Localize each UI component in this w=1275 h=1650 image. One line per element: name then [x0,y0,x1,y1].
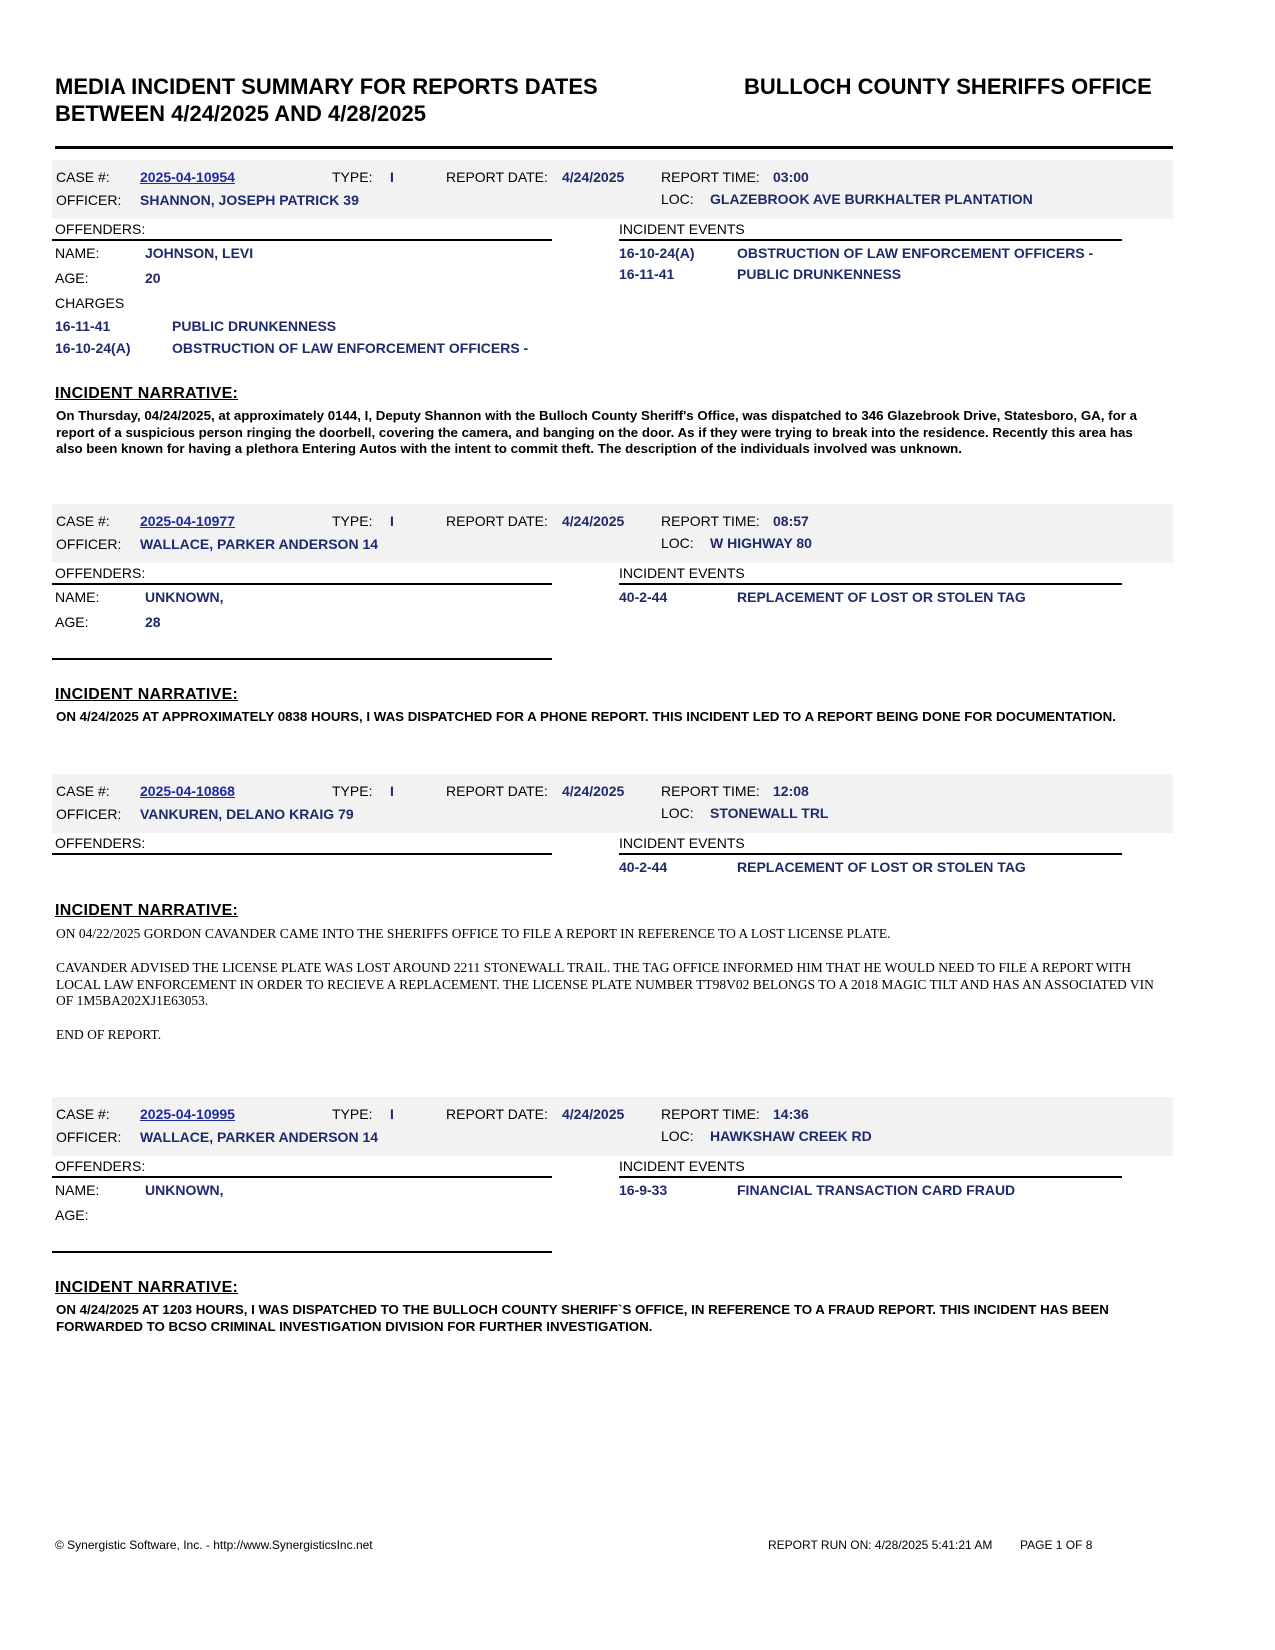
offender-age: 20 [145,270,161,286]
offender-name: UNKNOWN, [145,589,224,605]
report-date-value: 4/24/2025 [562,1106,625,1122]
offenders-end-underline [52,658,552,660]
footer-report-run-on: REPORT RUN ON: 4/28/2025 5:41:21 AM [768,1538,993,1552]
report-time-value: 08:57 [773,513,809,529]
name-label: NAME: [55,1182,100,1198]
report-time-value: 12:08 [773,783,809,799]
age-label: AGE: [55,614,89,630]
report-date-value: 4/24/2025 [562,513,625,529]
report-time-value: 14:36 [773,1106,809,1122]
type-label: TYPE: [332,783,373,799]
report-title-line2: BETWEEN 4/24/2025 AND 4/28/2025 [55,101,426,126]
officer-value: VANKUREN, DELANO KRAIG 79 [140,806,354,822]
report-time-value: 03:00 [773,169,809,185]
narrative-text: On Thursday, 04/24/2025, at approximately 0144, I, Deputy Shannon with the Bulloch County Sheriff's Office, was dispatched to 346 Glazebrook Drive, Statesboro, GA, for a report of a suspicious person ringing the doorbell, covering the camera, and banging on the door. As if they were trying to break into the residence. Recently this area has also been known for having a plethora Entering Autos with the intent to commit theft. The description of the individuals involved was unknown. [56,408,1137,456]
report-date-value: 4/24/2025 [562,169,625,185]
narrative-title: INCIDENT NARRATIVE: [55,686,239,703]
report-time-label: REPORT TIME: [661,1106,760,1122]
offenders-underline [52,583,552,585]
incident-events-underline [619,1176,1122,1178]
report-date-label: REPORT DATE: [446,783,548,799]
report-time-label: REPORT TIME: [661,783,760,799]
narrative-text: ON 4/24/2025 AT 1203 HOURS, I WAS DISPATCHED TO THE BULLOCH COUNTY SHERIFF`S OFFICE, IN REFERENCE TO A FRAUD REPORT. THIS INCIDENT HAS BEEN FORWARDED TO BCSO CRIMINAL INVESTIGATION DIVISION FOR FURTHER INVESTIGATION. [56,1302,1109,1334]
type-value: I [390,783,394,799]
charge-code: 16-10-24(A) [55,340,131,356]
case-number-link[interactable]: 2025-04-10977 [140,513,235,529]
type-label: TYPE: [332,1106,373,1122]
case-label: CASE #: [56,1106,110,1122]
incident-events-label: INCIDENT EVENTS [619,835,745,851]
type-value: I [390,1106,394,1122]
charge-desc: OBSTRUCTION OF LAW ENFORCEMENT OFFICERS - [172,340,529,356]
type-label: TYPE: [332,513,373,529]
name-label: NAME: [55,245,100,261]
event-desc: REPLACEMENT OF LOST OR STOLEN TAG [737,859,1026,875]
type-value: I [390,513,394,529]
case-number-link[interactable]: 2025-04-10995 [140,1106,235,1122]
event-code: 40-2-44 [619,859,668,875]
report-time-label: REPORT TIME: [661,513,760,529]
officer-label: OFFICER: [56,536,122,552]
officer-value: WALLACE, PARKER ANDERSON 14 [140,536,379,552]
report-date-label: REPORT DATE: [446,1106,548,1122]
event-code: 16-11-41 [619,266,675,282]
incident-events-underline [619,583,1122,585]
offenders-underline [52,1176,552,1178]
narrative-paragraph: END OF REPORT. [56,1027,162,1042]
narrative-paragraph: ON 04/22/2025 GORDON CAVANDER CAME INTO THE SHERIFFS OFFICE TO FILE A REPORT IN REFERENCE TO A LOST LICENSE PLATE. [56,926,891,941]
charges-label: CHARGES [55,295,125,311]
event-desc: FINANCIAL TRANSACTION CARD FRAUD [737,1182,1016,1198]
report-date-label: REPORT DATE: [446,513,548,529]
offenders-label: OFFENDERS: [55,565,146,581]
loc-value: HAWKSHAW CREEK RD [710,1128,872,1144]
loc-value: GLAZEBROOK AVE BURKHALTER PLANTATION [710,191,1033,207]
loc-label: LOC: [661,191,694,207]
case-number-link[interactable]: 2025-04-10954 [140,169,235,185]
report-title-line1: MEDIA INCIDENT SUMMARY FOR REPORTS DATES [55,74,598,99]
case-number-link[interactable]: 2025-04-10868 [140,783,235,799]
officer-label: OFFICER: [56,192,122,208]
incident-events-underline [619,239,1122,241]
event-code: 16-10-24(A) [619,245,695,261]
case-label: CASE #: [56,783,110,799]
incident-events-label: INCIDENT EVENTS [619,221,745,237]
report-date-label: REPORT DATE: [446,169,548,185]
type-label: TYPE: [332,169,373,185]
report-time-label: REPORT TIME: [661,169,760,185]
event-code: 16-9-33 [619,1182,668,1198]
event-desc: OBSTRUCTION OF LAW ENFORCEMENT OFFICERS - [737,245,1094,261]
charge-code: 16-11-41 [55,318,111,334]
footer-page-number: PAGE 1 OF 8 [1020,1538,1093,1552]
case-label: CASE #: [56,513,110,529]
event-desc: PUBLIC DRUNKENNESS [737,266,902,282]
loc-label: LOC: [661,535,694,551]
offenders-label: OFFENDERS: [55,1158,146,1174]
incident-events-label: INCIDENT EVENTS [619,1158,745,1174]
narrative-title: INCIDENT NARRATIVE: [55,385,239,402]
header-divider [55,146,1173,149]
offender-name: UNKNOWN, [145,1182,224,1198]
footer-copyright: © Synergistic Software, Inc. - http://www.SynergisticsInc.net [55,1538,373,1552]
age-label: AGE: [55,1207,89,1223]
age-label: AGE: [55,270,89,286]
event-code: 40-2-44 [619,589,668,605]
event-desc: REPLACEMENT OF LOST OR STOLEN TAG [737,589,1026,605]
offenders-label: OFFENDERS: [55,835,146,851]
offenders-end-underline [52,1251,552,1253]
type-value: I [390,169,394,185]
narrative-paragraph: CAVANDER ADVISED THE LICENSE PLATE WAS LOST AROUND 2211 STONEWALL TRAIL. THE TAG OFFICE INFORMED HIM THAT HE WOULD NEED TO FILE A REPORT WITH LOCAL LAW ENFORCEMENT IN ORDER TO RECIEVE A REPLACEMENT. THE LICENSE PLATE NUMBER TT98V02 BELONGS TO A 2018 MAGIC TILT AND HAS AN ASSOCIATED VIN OF 1M5BA202XJ1E63053. [56,960,1154,1008]
loc-value: STONEWALL TRL [710,805,829,821]
charge-desc: PUBLIC DRUNKENNESS [172,318,337,334]
offender-age: 28 [145,614,161,630]
offenders-underline [52,853,552,855]
officer-label: OFFICER: [56,806,122,822]
report-date-value: 4/24/2025 [562,783,625,799]
loc-value: W HIGHWAY 80 [710,535,812,551]
officer-label: OFFICER: [56,1129,122,1145]
name-label: NAME: [55,589,100,605]
officer-value: SHANNON, JOSEPH PATRICK 39 [140,192,359,208]
narrative-title: INCIDENT NARRATIVE: [55,902,239,919]
offenders-label: OFFENDERS: [55,221,146,237]
offenders-underline [52,239,552,241]
case-label: CASE #: [56,169,110,185]
incident-events-label: INCIDENT EVENTS [619,565,745,581]
officer-value: WALLACE, PARKER ANDERSON 14 [140,1129,379,1145]
offender-name: JOHNSON, LEVI [145,245,254,261]
loc-label: LOC: [661,1128,694,1144]
incident-events-underline [619,853,1122,855]
narrative-title: INCIDENT NARRATIVE: [55,1279,239,1296]
loc-label: LOC: [661,805,694,821]
agency-name: BULLOCH COUNTY SHERIFFS OFFICE [744,74,1152,99]
narrative-text: ON 4/24/2025 AT APPROXIMATELY 0838 HOURS, I WAS DISPATCHED FOR A PHONE REPORT. THIS INCIDENT LED TO A REPORT BEING DONE FOR DOCUMENTATION. [56,709,1116,724]
